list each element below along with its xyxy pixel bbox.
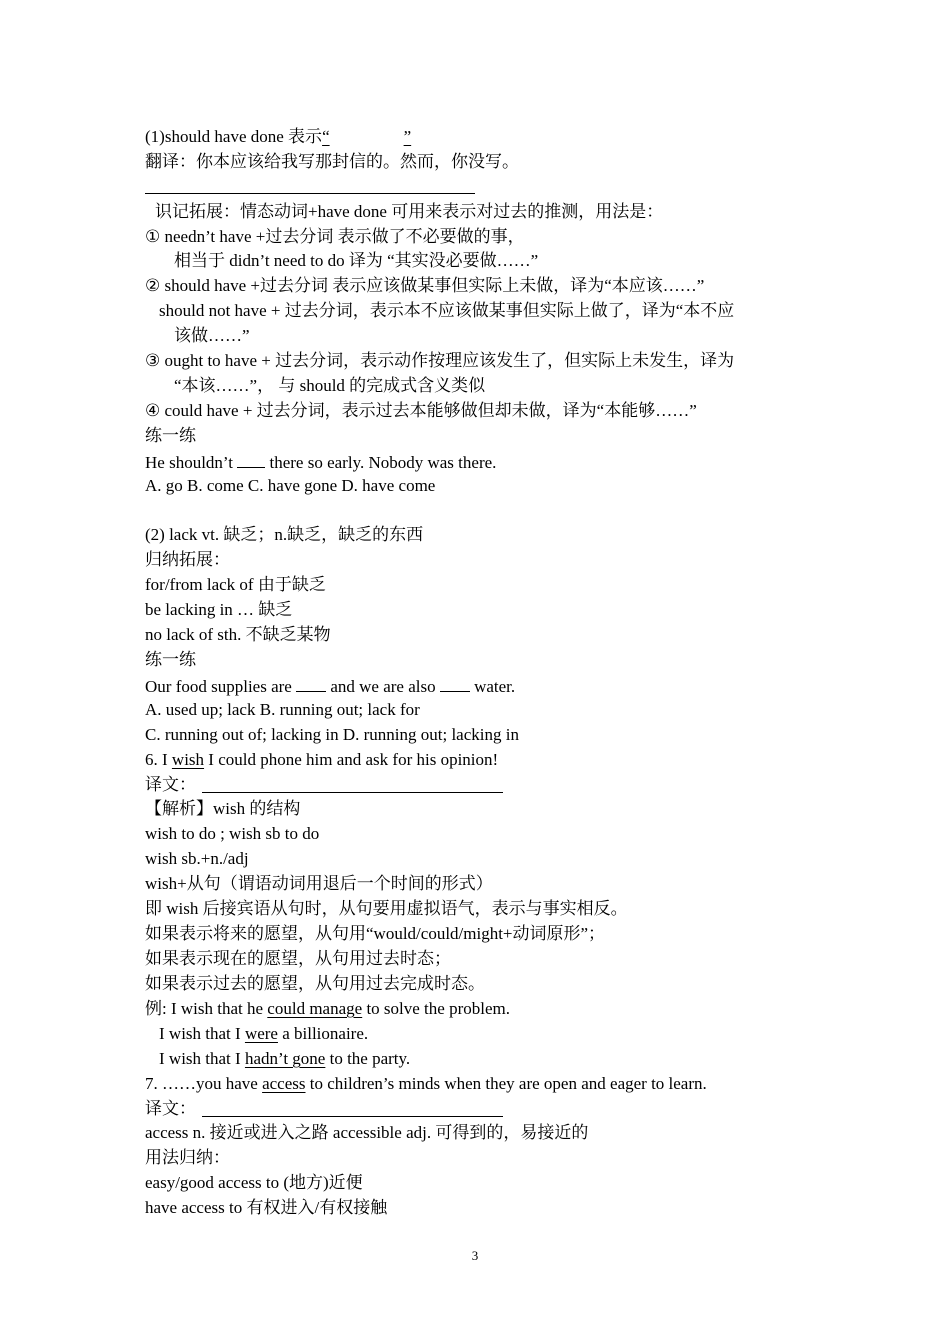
line-example-3: I wish that I hadn’t gone to the party. [159,1049,411,1068]
line-usage-heading: 用法归纳： [145,1148,230,1167]
line-translation-7: 译文： [145,1099,196,1118]
fill-blank [237,450,265,468]
line-item-4: ④ could have + 过去分词，表示过去本能够做但却未做，译为“本能够……” [145,401,697,420]
line-item-1: ① needn’t have +过去分词 表示做了不必要做的事， [145,227,525,246]
line-access-definition: access n. 接近或进入之路 accessible adj. 可得到的，易接近的 [145,1123,589,1142]
line-practice-options: A. go B. come C. have gone D. have come [145,476,436,495]
line-practice-heading: 练一练 [145,426,196,445]
line-practice-question: He shouldn’t there so early. Nobody was there. [145,450,496,474]
line-example-1: 例: I wish that he could manage to solve the problem. [145,999,510,1018]
line-present-wish: 如果表示现在的愿望，从句用过去时态； [145,949,451,968]
line-item-2-neg: should not have + 过去分词，表示本不应该做某事但实际上做了，译为“本不应 [159,301,735,320]
line-practice-heading-2: 练一练 [145,650,196,669]
line-subjunctive: 即 wish 后接宾语从句时，从句要用虚拟语气，表示与事实相反。 [145,899,628,918]
line-wish-sb-n: wish sb.+n./adj [145,849,249,868]
answer-line [145,193,475,194]
line-wish-to-do: wish to do ; wish sb to do [145,824,320,843]
line-item-2-neg-cont: 该做……” [174,326,250,345]
page-number: 3 [471,1248,479,1263]
line-future-wish: 如果表示将来的愿望，从句用“would/could/might+动词原形”； [145,924,606,943]
line-options-cd: C. running out of; lacking in D. running out; lacking in [145,725,519,744]
line-item-1-cont: 相当于 didn’t need to do 译为 “其实没必要做……” [174,251,539,270]
line-lack-definition: (2) lack vt. 缺乏；n.缺乏，缺乏的东西 [145,525,424,544]
line-analysis-heading: 【解析】wish 的结构 [145,799,301,818]
line-sentence-7: 7. ……you have access to children’s minds when they are open and eager to learn. [145,1074,707,1093]
line-item-2: ② should have +过去分词 表示应该做某事但实际上未做，译为“本应该……” [145,276,705,295]
fill-blank [440,674,470,692]
line-translation-6: 译文： [145,775,196,794]
line-be-lacking-in: be lacking in … 缺乏 [145,600,293,619]
line-wish-clause: wish+从句（谓语动词用退后一个时间的形式） [145,874,493,893]
line-options-ab: A. used up; lack B. running out; lack for [145,700,420,719]
fill-blank [296,674,326,692]
answer-line [202,792,503,793]
line-should-have-done: (1)should have done 表示“ ” [145,127,412,146]
line-item-3: ③ ought to have + 过去分词，表示动作按理应该发生了，但实际上未发生，译为 [145,351,735,370]
line-past-wish: 如果表示过去的愿望，从句用过去完成时态。 [145,974,485,993]
answer-line [202,1116,503,1117]
line-sentence-6: 6. I wish I could phone him and ask for his opinion! [145,750,499,769]
line-practice-question-2: Our food supplies are and we are also water. [145,674,515,698]
line-easy-access: easy/good access to (地方)近便 [145,1173,363,1192]
line-example-2: I wish that I were a billionaire. [159,1024,369,1043]
line-no-lack-of: no lack of sth. 不缺乏某物 [145,625,331,644]
line-item-3-cont: “本该……”， 与 should 的完成式含义类似 [174,376,486,395]
line-translate-task: 翻译：你本应该给我写那封信的。然而，你没写。 [145,152,519,171]
line-for-lack-of: for/from lack of 由于缺乏 [145,575,326,594]
line-memory-extension: 识记拓展：情态动词+have done 可用来表示对过去的推测，用法是： [155,202,664,221]
quote-blank: “ ” [322,127,412,146]
line-have-access: have access to 有权进入/有权接触 [145,1198,388,1217]
line-summary-heading: 归纳拓展： [145,550,230,569]
